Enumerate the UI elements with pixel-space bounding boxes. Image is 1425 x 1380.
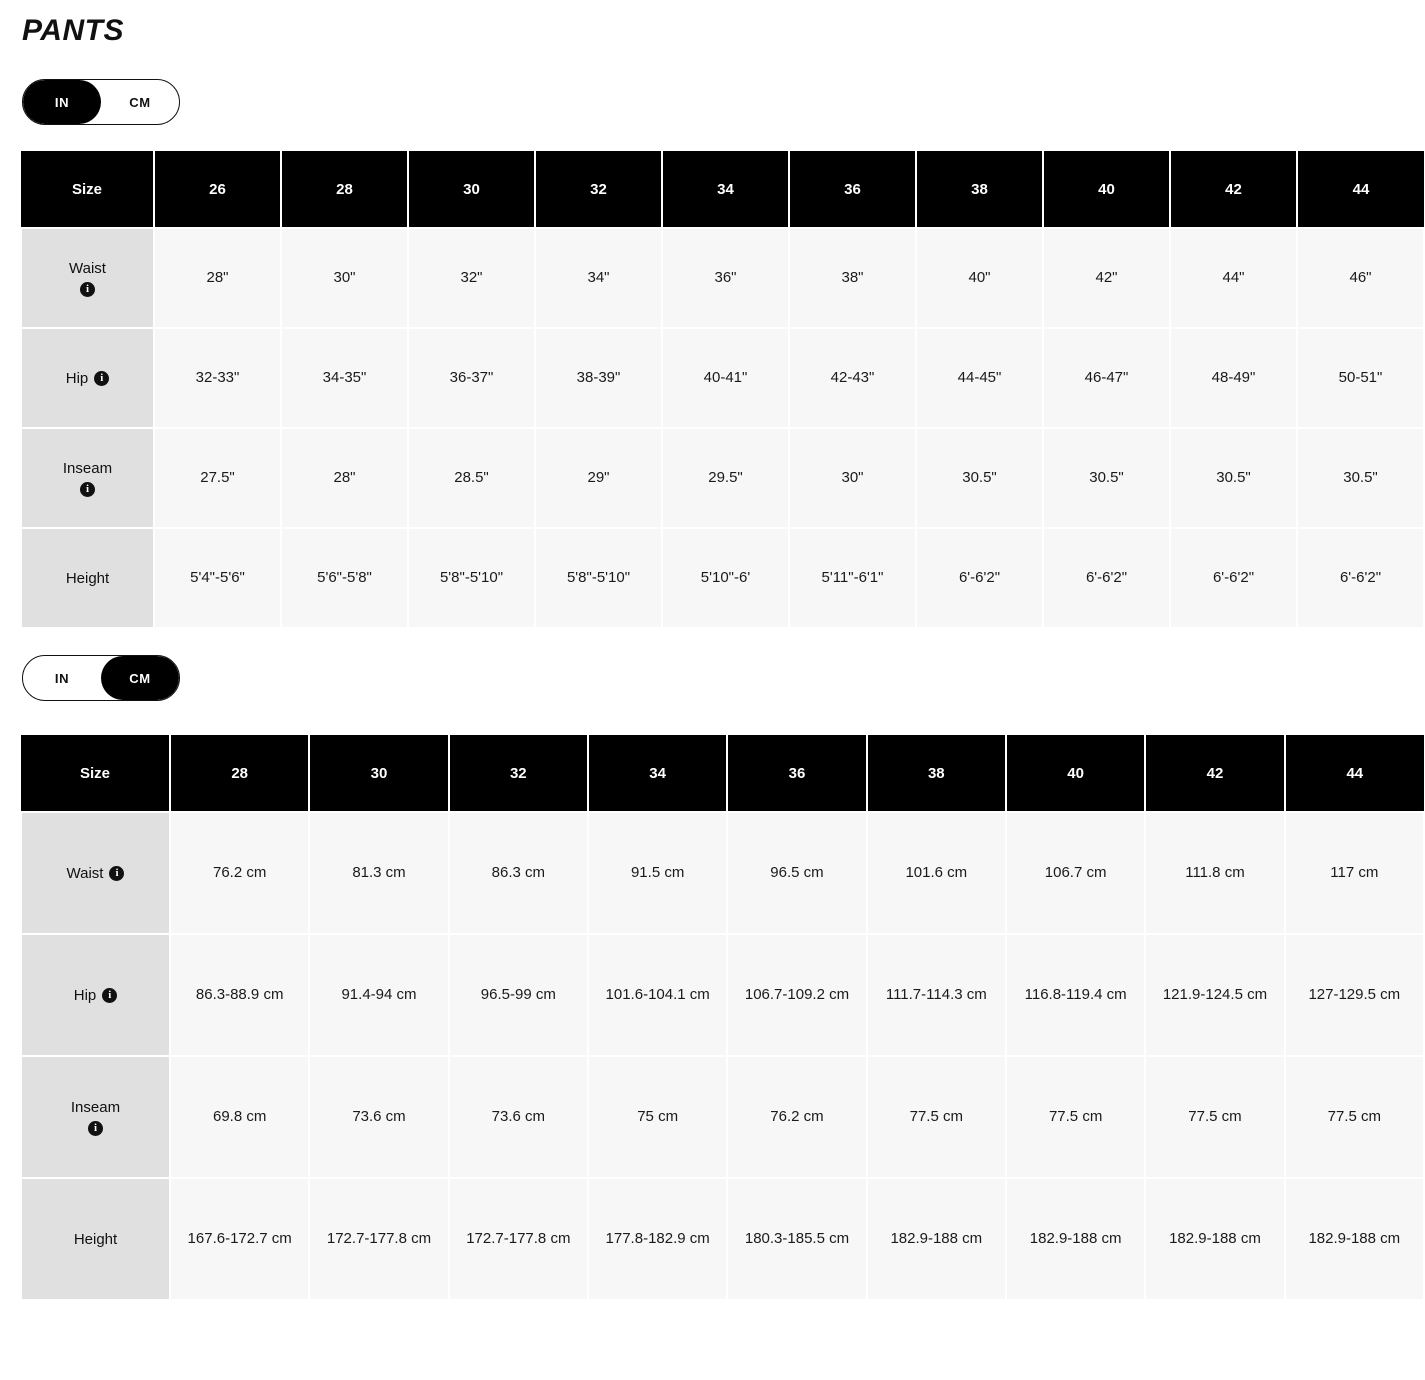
row-header-waist (21, 228, 154, 328)
table-cell: 5'10"-6' (662, 528, 789, 628)
table-cell: 34-35" (281, 328, 408, 428)
table-cell: 76.2 cm (727, 1056, 866, 1178)
table-cell: 30" (789, 428, 916, 528)
table-cell: 182.9-188 cm (867, 1178, 1006, 1300)
table-cell: 29" (535, 428, 662, 528)
table-cell: 38" (789, 228, 916, 328)
table-row (21, 328, 1424, 428)
row-label: Hip (73, 986, 97, 1004)
unit-toggle-option-cm[interactable]: CM (101, 656, 179, 700)
table-row (21, 228, 1424, 328)
table-cell: 111.7-114.3 cm (867, 934, 1006, 1056)
table-cell: 5'8"-5'10" (408, 528, 535, 628)
column-header-28: 28 (170, 735, 309, 812)
table-cell: 48-49" (1170, 328, 1297, 428)
info-icon[interactable]: i (102, 988, 117, 1003)
table-body-inches (21, 228, 1424, 628)
row-label: Waist (66, 864, 104, 882)
column-header-38: 38 (916, 151, 1043, 228)
table-cell: 32-33" (154, 328, 281, 428)
unit-toggle-option-in[interactable]: IN (23, 656, 101, 700)
table-cell: 177.8-182.9 cm (588, 1178, 727, 1300)
table-cell: 27.5" (154, 428, 281, 528)
table-cell: 106.7-109.2 cm (727, 934, 866, 1056)
table-cell: 30.5" (1043, 428, 1170, 528)
table-cell: 77.5 cm (1145, 1056, 1284, 1178)
column-header-28: 28 (281, 151, 408, 228)
row-label: Height (73, 1230, 118, 1248)
row-header-height (21, 528, 154, 628)
table-cell: 40" (916, 228, 1043, 328)
table-row (21, 528, 1424, 628)
column-header-26: 26 (154, 151, 281, 228)
table-cell: 91.5 cm (588, 812, 727, 934)
size-table-cm (20, 735, 1425, 1301)
table-cell: 81.3 cm (309, 812, 448, 934)
table-cell: 182.9-188 cm (1285, 1178, 1424, 1300)
table-cell: 28.5" (408, 428, 535, 528)
table-cell: 77.5 cm (867, 1056, 1006, 1178)
table-cell: 182.9-188 cm (1006, 1178, 1145, 1300)
table-cell: 182.9-188 cm (1145, 1178, 1284, 1300)
table-cell: 5'8"-5'10" (535, 528, 662, 628)
info-icon[interactable]: i (80, 282, 95, 297)
table-row (21, 1056, 1424, 1178)
column-header-42: 42 (1145, 735, 1284, 812)
column-header-34: 34 (588, 735, 727, 812)
row-label: Hip (65, 369, 89, 387)
table-cell: 46" (1297, 228, 1424, 328)
column-header-size: Size (21, 735, 170, 812)
unit-toggle-inches[interactable] (22, 79, 180, 125)
column-header-38: 38 (867, 735, 1006, 812)
table-cell: 86.3 cm (449, 812, 588, 934)
table-cell: 30" (281, 228, 408, 328)
column-header-40: 40 (1006, 735, 1145, 812)
table-cell: 42" (1043, 228, 1170, 328)
table-cell: 30.5" (1170, 428, 1297, 528)
table-cell: 5'11"-6'1" (789, 528, 916, 628)
info-icon[interactable]: i (80, 482, 95, 497)
table-cell: 38-39" (535, 328, 662, 428)
size-guide-page (0, 14, 1425, 1301)
table-cell: 44-45" (916, 328, 1043, 428)
row-label: Height (65, 569, 110, 587)
table-cell: 111.8 cm (1145, 812, 1284, 934)
row-label: Waist (69, 259, 106, 277)
row-header-height (21, 1178, 170, 1300)
table-header-cm (21, 735, 1424, 812)
table-cell: 77.5 cm (1006, 1056, 1145, 1178)
column-header-40: 40 (1043, 151, 1170, 228)
table-cell: 34" (535, 228, 662, 328)
column-header-44: 44 (1297, 151, 1424, 228)
table-cell: 96.5 cm (727, 812, 866, 934)
table-body-cm (21, 812, 1424, 1300)
info-icon[interactable]: i (109, 866, 124, 881)
unit-toggle-option-in[interactable]: IN (23, 80, 101, 124)
table-cell: 44" (1170, 228, 1297, 328)
row-header-inseam (21, 428, 154, 528)
row-header-hip (21, 328, 154, 428)
table-cell: 106.7 cm (1006, 812, 1145, 934)
row-header-hip (21, 934, 170, 1056)
table-cell: 6'-6'2" (916, 528, 1043, 628)
table-cell: 77.5 cm (1285, 1056, 1424, 1178)
table-cell: 5'6"-5'8" (281, 528, 408, 628)
table-row (21, 1178, 1424, 1300)
column-header-32: 32 (449, 735, 588, 812)
table-header-row (21, 735, 1424, 812)
table-cell: 75 cm (588, 1056, 727, 1178)
table-cell: 96.5-99 cm (449, 934, 588, 1056)
table-row (21, 812, 1424, 934)
column-header-36: 36 (789, 151, 916, 228)
column-header-30: 30 (309, 735, 448, 812)
table-cell: 91.4-94 cm (309, 934, 448, 1056)
table-cell: 101.6 cm (867, 812, 1006, 934)
table-cell: 42-43" (789, 328, 916, 428)
column-header-30: 30 (408, 151, 535, 228)
table-cell: 46-47" (1043, 328, 1170, 428)
table-cell: 36" (662, 228, 789, 328)
table-cell: 86.3-88.9 cm (170, 934, 309, 1056)
table-cell: 28" (154, 228, 281, 328)
table-cell: 76.2 cm (170, 812, 309, 934)
table-cell: 180.3-185.5 cm (727, 1178, 866, 1300)
table-cell: 167.6-172.7 cm (170, 1178, 309, 1300)
size-table-inches (20, 151, 1425, 629)
table-cell: 30.5" (1297, 428, 1424, 528)
column-header-34: 34 (662, 151, 789, 228)
table-cell: 172.7-177.8 cm (309, 1178, 448, 1300)
row-header-inseam (21, 1056, 170, 1178)
table-cell: 117 cm (1285, 812, 1424, 934)
table-cell: 36-37" (408, 328, 535, 428)
column-header-42: 42 (1170, 151, 1297, 228)
table-cell: 101.6-104.1 cm (588, 934, 727, 1056)
table-cell: 28" (281, 428, 408, 528)
table-cell: 127-129.5 cm (1285, 934, 1424, 1056)
row-label: Inseam (70, 1098, 121, 1116)
table-cell: 121.9-124.5 cm (1145, 934, 1284, 1056)
table-header-inches (21, 151, 1424, 228)
row-label: Inseam (62, 459, 113, 477)
table-cell: 5'4"-5'6" (154, 528, 281, 628)
column-header-size: Size (21, 151, 154, 228)
table-cell: 40-41" (662, 328, 789, 428)
table-cell: 50-51" (1297, 328, 1424, 428)
table-cell: 30.5" (916, 428, 1043, 528)
table-cell: 29.5" (662, 428, 789, 528)
page-title: PANTS (22, 14, 124, 47)
column-header-44: 44 (1285, 735, 1424, 812)
table-cell: 73.6 cm (309, 1056, 448, 1178)
table-cell: 32" (408, 228, 535, 328)
table-cell: 116.8-119.4 cm (1006, 934, 1145, 1056)
unit-toggle-cm[interactable] (22, 655, 180, 701)
table-row (21, 934, 1424, 1056)
table-cell: 6'-6'2" (1043, 528, 1170, 628)
info-icon[interactable]: i (88, 1121, 103, 1136)
table-cell: 69.8 cm (170, 1056, 309, 1178)
column-header-36: 36 (727, 735, 866, 812)
table-cell: 172.7-177.8 cm (449, 1178, 588, 1300)
table-cell: 73.6 cm (449, 1056, 588, 1178)
table-row (21, 428, 1424, 528)
table-header-row (21, 151, 1424, 228)
table-cell: 6'-6'2" (1170, 528, 1297, 628)
table-cell: 6'-6'2" (1297, 528, 1424, 628)
info-icon[interactable]: i (94, 371, 109, 386)
unit-toggle-option-cm[interactable]: CM (101, 80, 179, 124)
row-header-waist (21, 812, 170, 934)
column-header-32: 32 (535, 151, 662, 228)
